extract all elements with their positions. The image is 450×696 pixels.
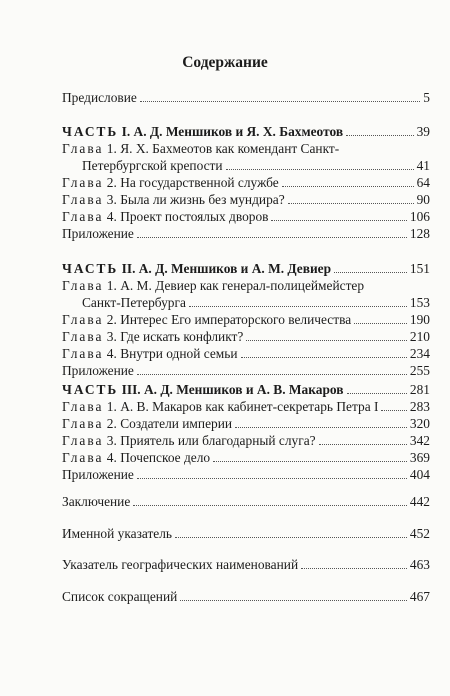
toc-entry-chapter-2-1[interactable] (62, 277, 430, 294)
toc-entry-name-index[interactable] (62, 525, 430, 542)
toc-entry-chapter-3-3[interactable] (62, 432, 430, 449)
chapter-prefix: Глава (62, 399, 104, 414)
toc-entry-page: 64 (416, 175, 430, 190)
leader-dots (241, 356, 407, 358)
toc-entry-page: 442 (409, 494, 430, 509)
toc-entry-appendix-1[interactable] (62, 225, 430, 242)
leader-dots (189, 305, 407, 307)
chapter-prefix: Глава (62, 312, 104, 327)
leader-dots (175, 536, 407, 538)
toc-entry-preface[interactable] (62, 89, 430, 106)
toc-entry-page: 467 (409, 589, 430, 604)
page-title: Содержание (182, 54, 268, 71)
toc-entry-label: Петербургской крепости (82, 158, 223, 173)
toc-entry-page: 342 (409, 433, 430, 448)
toc-entry-label: Глава 1. А. В. Макаров как кабинет-секретарь Петра I (62, 399, 379, 414)
chapter-prefix: Глава (62, 346, 104, 361)
toc-entry-chapter-2-2[interactable] (62, 311, 430, 328)
leader-dots (246, 339, 407, 341)
leader-dots (334, 271, 407, 273)
toc-entry-label: Глава 1. А. М. Девиер как генерал-полицеймейстер (62, 278, 365, 293)
leader-dots (282, 185, 414, 187)
toc-entry-chapter-1-3[interactable] (62, 191, 430, 208)
toc-entry-appendix-2[interactable] (62, 362, 430, 379)
leader-dots (140, 100, 420, 102)
toc-entry-label: Глава 2. Создатели империи (62, 416, 233, 431)
leader-dots (381, 409, 406, 411)
toc-entry-label: Глава 3. Была ли жизнь без мундира? (62, 192, 285, 207)
leader-dots (288, 202, 414, 204)
toc-entry-conclusion[interactable] (62, 493, 430, 510)
leader-dots (346, 134, 414, 136)
leader-dots (235, 426, 407, 428)
part-prefix: ЧАСТЬ (62, 261, 119, 276)
toc-entry-chapter-3-2[interactable] (62, 415, 430, 432)
toc-entry-part-2[interactable] (62, 260, 430, 277)
toc-entry-page: 190 (409, 312, 430, 327)
toc-entry-chapter-1-1[interactable] (62, 140, 430, 157)
leader-dots (226, 168, 414, 170)
toc-entry-label: ЧАСТЬ II. А. Д. Меншиков и А. М. Девиер (62, 261, 332, 276)
leader-dots (319, 443, 407, 445)
toc-entry-chapter-3-4[interactable] (62, 449, 430, 466)
leader-dots (137, 373, 407, 375)
leader-dots (137, 236, 407, 238)
toc-entry-page: 320 (409, 416, 430, 431)
toc-entry-page: 255 (409, 363, 430, 378)
toc-entry-chapter-2-3[interactable] (62, 328, 430, 345)
chapter-prefix: Глава (62, 416, 104, 431)
chapter-prefix: Глава (62, 141, 104, 156)
toc-entry-label: Санкт-Петербурга (82, 295, 186, 310)
chapter-prefix: Глава (62, 450, 104, 465)
toc-entry-chapter-2-1-cont[interactable] (62, 294, 430, 311)
toc-entry-chapter-1-2[interactable] (62, 174, 430, 191)
toc-entry-page: 90 (416, 192, 430, 207)
chapter-prefix: Глава (62, 278, 104, 293)
toc-entry-page: 452 (409, 526, 430, 541)
leader-dots (137, 477, 407, 479)
toc-entry-label: Глава 2. На государственной службе (62, 175, 279, 190)
toc-entry-appendix-3[interactable] (62, 466, 430, 483)
toc-entry-label: Приложение (62, 226, 134, 241)
toc-entry-label: Глава 4. Внутри одной семьи (62, 346, 238, 361)
leader-dots (180, 599, 407, 601)
leader-dots (271, 219, 406, 221)
toc-entry-page: 5 (423, 90, 430, 105)
toc-entry-page: 234 (409, 346, 430, 361)
toc-entry-chapter-1-4[interactable] (62, 208, 430, 225)
toc-entry-page: 404 (409, 467, 430, 482)
toc-entry-page: 41 (416, 158, 430, 173)
part-prefix: ЧАСТЬ (62, 382, 119, 397)
leader-dots (213, 460, 407, 462)
toc-entry-page: 210 (409, 329, 430, 344)
chapter-prefix: Глава (62, 433, 104, 448)
leader-dots (354, 322, 407, 324)
toc-entry-chapter-1-1-cont[interactable] (62, 157, 430, 174)
toc-entry-page: 151 (409, 261, 430, 276)
toc-entry-part-3[interactable] (62, 381, 430, 398)
toc-entry-label: Приложение (62, 467, 134, 482)
toc-entry-label: ЧАСТЬ I. А. Д. Меншиков и Я. Х. Бахмеотов (62, 124, 344, 139)
toc-entry-label: Список сокращений (62, 589, 178, 604)
toc-entry-geo-index[interactable] (62, 556, 430, 573)
leader-dots (301, 567, 407, 569)
toc-entry-page: 463 (409, 557, 430, 572)
toc-entry-page: 106 (409, 209, 430, 224)
toc-entry-page: 283 (409, 399, 430, 414)
toc-entry-label: Приложение (62, 363, 134, 378)
toc-entry-chapter-2-4[interactable] (62, 345, 430, 362)
toc-entry-label: Глава 1. Я. Х. Бахмеотов как комендант Санкт- (62, 141, 340, 156)
toc-entry-page: 39 (416, 124, 430, 139)
toc-entry-label: Глава 2. Интерес Его императорского величества (62, 312, 352, 327)
toc-entry-label: Предисловие (62, 90, 137, 105)
toc-entry-page: 128 (409, 226, 430, 241)
chapter-prefix: Глава (62, 209, 104, 224)
chapter-prefix: Глава (62, 175, 104, 190)
toc-entry-label: Указатель географических наименований (62, 557, 299, 572)
toc-entry-label: Именной указатель (62, 526, 173, 541)
part-prefix: ЧАСТЬ (62, 124, 119, 139)
toc-entry-page: 153 (409, 295, 430, 310)
toc-entry-label: Глава 3. Где искать конфликт? (62, 329, 244, 344)
toc-entry-page: 369 (409, 450, 430, 465)
toc-entry-abbreviations[interactable] (62, 588, 430, 605)
toc-entry-label: Заключение (62, 494, 131, 509)
toc-entry-label: Глава 3. Приятель или благодарный слуга? (62, 433, 316, 448)
leader-dots (133, 504, 407, 506)
toc-entry-label: Глава 4. Почепское дело (62, 450, 211, 465)
toc-entry-label: Глава 4. Проект постоялых дворов (62, 209, 269, 224)
toc-entry-page: 281 (409, 382, 430, 397)
chapter-prefix: Глава (62, 192, 104, 207)
toc-entry-part-1[interactable] (62, 123, 430, 140)
leader-dots (347, 392, 407, 394)
toc-entry-label: ЧАСТЬ III. А. Д. Меншиков и А. В. Макаров (62, 382, 344, 397)
toc-entry-chapter-3-1[interactable] (62, 398, 430, 415)
chapter-prefix: Глава (62, 329, 104, 344)
